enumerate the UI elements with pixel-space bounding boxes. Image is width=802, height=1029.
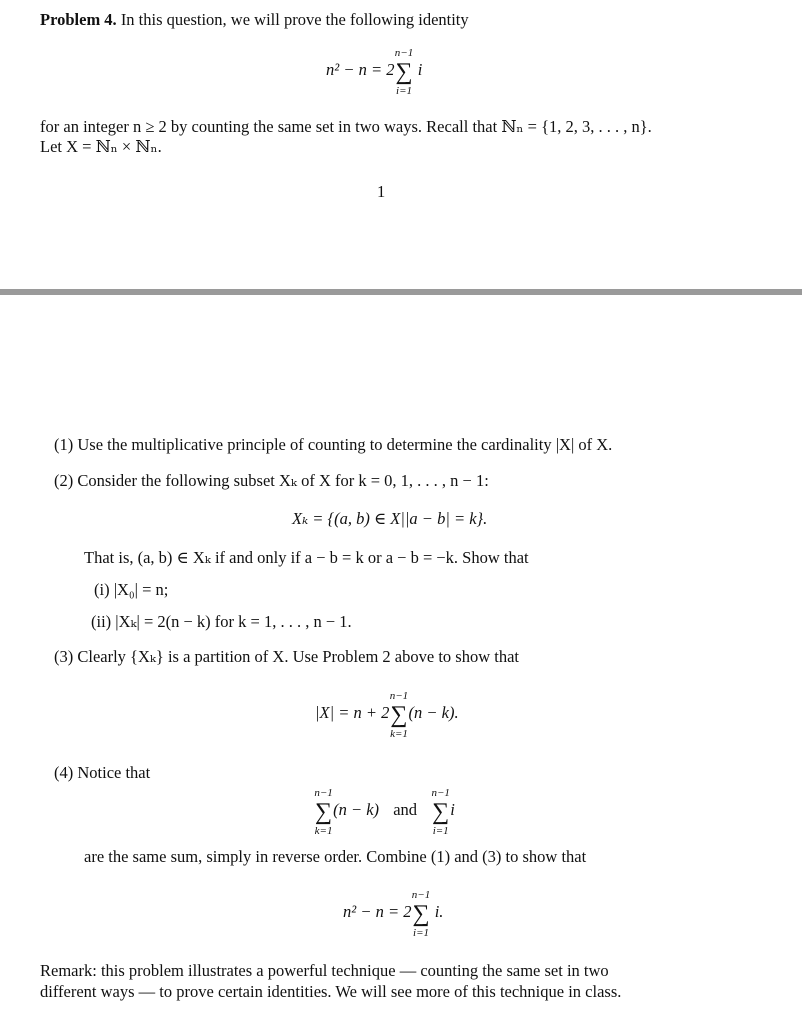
page-divider: [0, 289, 802, 295]
sub-item-i: (i) |X₀| = n;: [94, 580, 169, 599]
sum-bottom-limit: i=1: [396, 85, 413, 97]
eq4-term2: i: [450, 800, 455, 819]
eq4-bottom1-limit: k=1: [314, 825, 333, 837]
final-top-limit: n−1: [411, 889, 431, 901]
xk-definition: Xₖ = {(a, b) ∈ X||a − b| = k}.: [292, 509, 488, 528]
eq4-top2-limit: n−1: [431, 787, 450, 799]
let-x-line: Let X = ℕₙ × ℕₙ.: [40, 137, 162, 156]
sum-symbol: ∑ n−1 i=1: [394, 47, 414, 97]
final-bottom-limit: i=1: [413, 927, 430, 939]
remark-line-1: Remark: this problem illustrates a powerful technique — counting the same set in two: [40, 961, 609, 980]
eq4-sum1-symbol: ∑ n−1 k=1: [314, 787, 333, 837]
eq4-and: and: [393, 800, 418, 819]
item-3: (3) Clearly {Xₖ} is a partition of X. Use Problem 2 above to show that: [54, 647, 519, 666]
final-identity-equation: [343, 889, 444, 939]
sum-top-limit: n−1: [394, 47, 414, 59]
problem-label: Problem 4.: [40, 10, 117, 29]
eq4-term1: (n − k): [333, 800, 380, 819]
item-1: (1) Use the multiplicative principle of counting to determine the cardinality |X| of X.: [54, 435, 613, 454]
that-is-line: That is, (a, b) ∈ Xₖ if and only if a − b = k or a − b = −k. Show that: [84, 548, 529, 567]
eq4-bottom2-limit: i=1: [432, 825, 449, 837]
eq4-sum2-symbol: ∑ n−1 i=1: [431, 787, 450, 837]
sum-term: i: [417, 60, 423, 79]
remark-line-2: different ways — to prove certain identities. We will see more of this technique in class.: [40, 982, 622, 1001]
problem-intro: In this question, we will prove the following identity: [120, 10, 469, 29]
page-number: 1: [377, 182, 386, 201]
eq3-lhs: |X| = n + 2: [315, 703, 390, 722]
final-sum-symbol: ∑ n−1 i=1: [411, 889, 431, 939]
recall-line: for an integer n ≥ 2 by counting the same set in two ways. Recall that ℕₙ = {1, 2, 3, . . . , n}.: [40, 117, 652, 136]
eq3-top-limit: n−1: [389, 690, 409, 702]
reverse-sums-equation: [314, 787, 455, 837]
same-sum-line: are the same sum, simply in reverse order. Combine (1) and (3) to show that: [84, 847, 587, 866]
final-lhs: n² − n = 2: [343, 902, 412, 921]
item-4: (4) Notice that: [54, 763, 151, 782]
eq3-term: (n − k).: [408, 703, 459, 722]
identity-equation: [326, 47, 423, 97]
eq4-top1-limit: n−1: [314, 787, 333, 799]
sub-item-ii: (ii) |Xₖ| = 2(n − k) for k = 1, . . . , n − 1.: [91, 612, 352, 631]
final-term: i.: [434, 902, 444, 921]
identity-lhs: n² − n = 2: [326, 60, 395, 79]
eq3-bottom-limit: k=1: [390, 728, 408, 740]
item-2: (2) Consider the following subset Xₖ of X for k = 0, 1, . . . , n − 1:: [54, 471, 489, 490]
problem-header: [40, 10, 469, 30]
cardinality-equation: [315, 690, 459, 740]
eq3-sum-symbol: ∑ n−1 k=1: [389, 690, 409, 740]
